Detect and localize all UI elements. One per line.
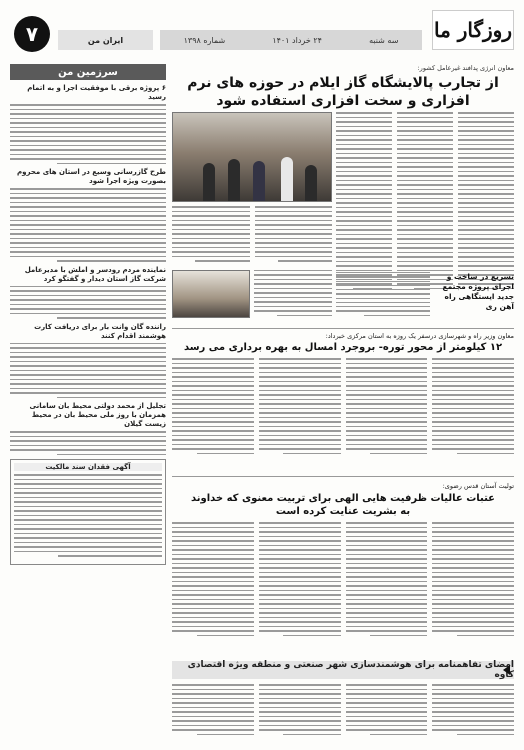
secondary-photo: [172, 270, 250, 318]
side-story-title: ۶ پروژه برقی با موفقیت اجرا و به اتمام رسید: [27, 84, 166, 101]
secondary-story-body: [254, 270, 332, 320]
side-story-body: [10, 188, 166, 262]
second-story-body: [172, 358, 514, 470]
ad-title: آگهی فقدان سند مالکیت: [14, 463, 162, 471]
lead-headline: از تجارب پالایشگاه گاز ایلام در حوزه های نرم افزاری و سخت افزاری استفاده شود: [187, 75, 499, 109]
triangle-bullet-icon: [503, 665, 510, 675]
mid-story-title: تسریع در ساخت و اجرای پروژه مجتمع جدید ایستگاهی راه آهن ری: [442, 272, 514, 311]
side-story-title: طرح گازرسانی وسیع در استان های محروم بصورت ویژه اجرا شود: [17, 168, 166, 185]
lead-kicker: معاون انرژی پدافند غیرعامل کشور:: [417, 64, 514, 72]
side-story-title: نماینده مردم رودسر و املش با مدیرعامل شرکت گاز استان دیدار و گفتگو کرد: [24, 265, 166, 283]
second-kicker: معاون وزیر راه و شهرسازی درسفر یک روزه به استان مرکزی خبرداد:: [325, 332, 514, 340]
bottom-story-body: [172, 684, 514, 740]
page-section-label: ایران من: [58, 30, 153, 50]
newspaper-logo: روزگار ما: [432, 10, 514, 50]
third-kicker: تولیت آستان قدس رضوی:: [442, 482, 514, 490]
classified-ad: [10, 459, 166, 565]
side-story-body: [10, 286, 166, 319]
ad-body: [14, 474, 162, 557]
divider: [172, 328, 514, 329]
main-column: [172, 64, 514, 110]
masthead: [10, 10, 514, 54]
side-story-body: [10, 343, 166, 399]
date-bar: [160, 30, 422, 50]
third-story-body: [172, 522, 514, 652]
date: ۲۴ خرداد ۱۴۰۱: [272, 35, 322, 45]
bottom-headline-banner: [172, 661, 514, 679]
side-section-title: سرزمین من: [10, 64, 166, 80]
side-column: [10, 64, 166, 740]
bottom-headline: امضای تفاهمنامه برای هوشمندسازی شهر صنعتی و منطقه ویژه اقتصادی کاوه: [187, 660, 514, 680]
page-number-badge: ۷: [14, 16, 50, 52]
side-story-title: تجلیل از محمد دولتی محیط بان سامانی همزمان با روز ملی محیط بان در محیط زیست گیلان: [29, 402, 166, 428]
divider: [172, 476, 514, 477]
issue-number: شماره ۱۳۹۸: [183, 35, 226, 45]
side-story-title: راننده گان وانت بار برای دریافت کارت هوشمند اقدام کنند: [34, 322, 166, 340]
side-story-body: [10, 104, 166, 164]
mid-story-body: [336, 272, 430, 320]
weekday: سه شنبه: [369, 35, 399, 45]
side-story-body: [10, 431, 166, 455]
lead-story-body-continued: [172, 206, 332, 266]
third-headline: عتبات عالیات ظرفیت هایی الهی برای تربیت معنوی که خداوند به بشریت عنایت کرده است: [190, 493, 496, 517]
second-headline: ۱۲ کیلومتر از محور توره- بروجرد امسال به بهره برداری می رسد: [183, 342, 503, 353]
lead-photo: [172, 112, 332, 202]
